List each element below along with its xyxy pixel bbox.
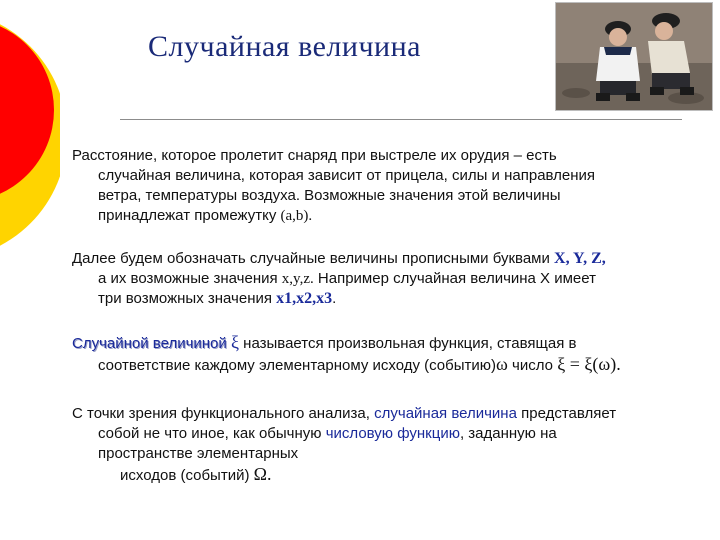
- slide-title: Случайная величина: [148, 30, 421, 63]
- paragraph-projectile: [72, 146, 682, 226]
- p4-line-2-text-c: , заданную на: [459, 425, 557, 442]
- random-variable-term: Случайной величиной: [72, 335, 227, 352]
- random-variable-highlight: случайная величина: [374, 405, 517, 422]
- decorative-circles: [0, 0, 60, 300]
- p4-line-4-text: исходов (событий): [120, 467, 250, 484]
- p2-line-1-text: Далее будем обозначать случайные величины прописными буквами: [72, 250, 550, 267]
- p4-line-1: [72, 404, 682, 424]
- xi-symbol: ξ: [230, 332, 239, 352]
- paragraph-notation: [72, 249, 682, 309]
- paragraph-definition: [72, 332, 682, 376]
- p2-line-1: [72, 249, 682, 269]
- title-divider: [120, 119, 682, 120]
- p4-line-3: пространстве элементарных: [98, 445, 299, 462]
- p1-line-2: случайная величина, которая зависит от прицела, силы и направления: [98, 167, 596, 184]
- p2-line-3-text-a: три возможных значения: [98, 290, 272, 307]
- p2-line-2-text-c: Например случайная величина X имеет: [317, 270, 596, 287]
- omega-symbol: ω: [496, 354, 508, 374]
- p3-line-1: [72, 332, 682, 354]
- p3-line-2: [72, 354, 682, 376]
- p4-line-4: [72, 464, 682, 486]
- p4-line-2: [72, 424, 682, 444]
- p2-line-2-text-a: а их возможные значения: [98, 270, 278, 287]
- omega-space-symbol: Ω.: [253, 464, 272, 484]
- p3-line-2-text-c: число: [512, 357, 554, 374]
- three-values: x1,x2,x3: [276, 290, 333, 307]
- p1-line-1: Расстояние, которое пролетит снаряд при выстреле их орудия – есть: [72, 147, 557, 164]
- p4-line-2-text-a: собой не что иное, как обычную: [98, 425, 322, 442]
- p1-line-4-text: принадлежат промежутку: [98, 207, 277, 224]
- numeric-function-highlight: числовую функцию: [325, 425, 460, 442]
- p2-line-3-period: .: [332, 290, 337, 307]
- p1-line-3: ветра, температуры воздуха. Возможные значения этой величины: [98, 187, 561, 204]
- xi-formula: ξ = ξ(ω).: [557, 354, 621, 374]
- p4-line-1-text-a: С точки зрения функционального анализа,: [72, 405, 370, 422]
- p4-line-1-text-c: представляет: [521, 405, 617, 422]
- lowercase-values: x,y,z.: [281, 271, 314, 287]
- photo-two-boys-playing-icon: [555, 2, 713, 111]
- p3-line-2-text-a: соответствие каждому элементарному исходу (событию): [98, 357, 497, 374]
- p2-line-2: [72, 269, 682, 289]
- capital-variables: X, Y, Z,: [554, 250, 606, 267]
- p3-line-1-text: называется произвольная функция, ставящая в: [243, 335, 577, 352]
- interval-ab: (a,b).: [280, 208, 313, 224]
- p2-line-3: [72, 289, 682, 309]
- paragraph-functional-analysis: [72, 404, 682, 486]
- p1-line-4: [72, 206, 682, 226]
